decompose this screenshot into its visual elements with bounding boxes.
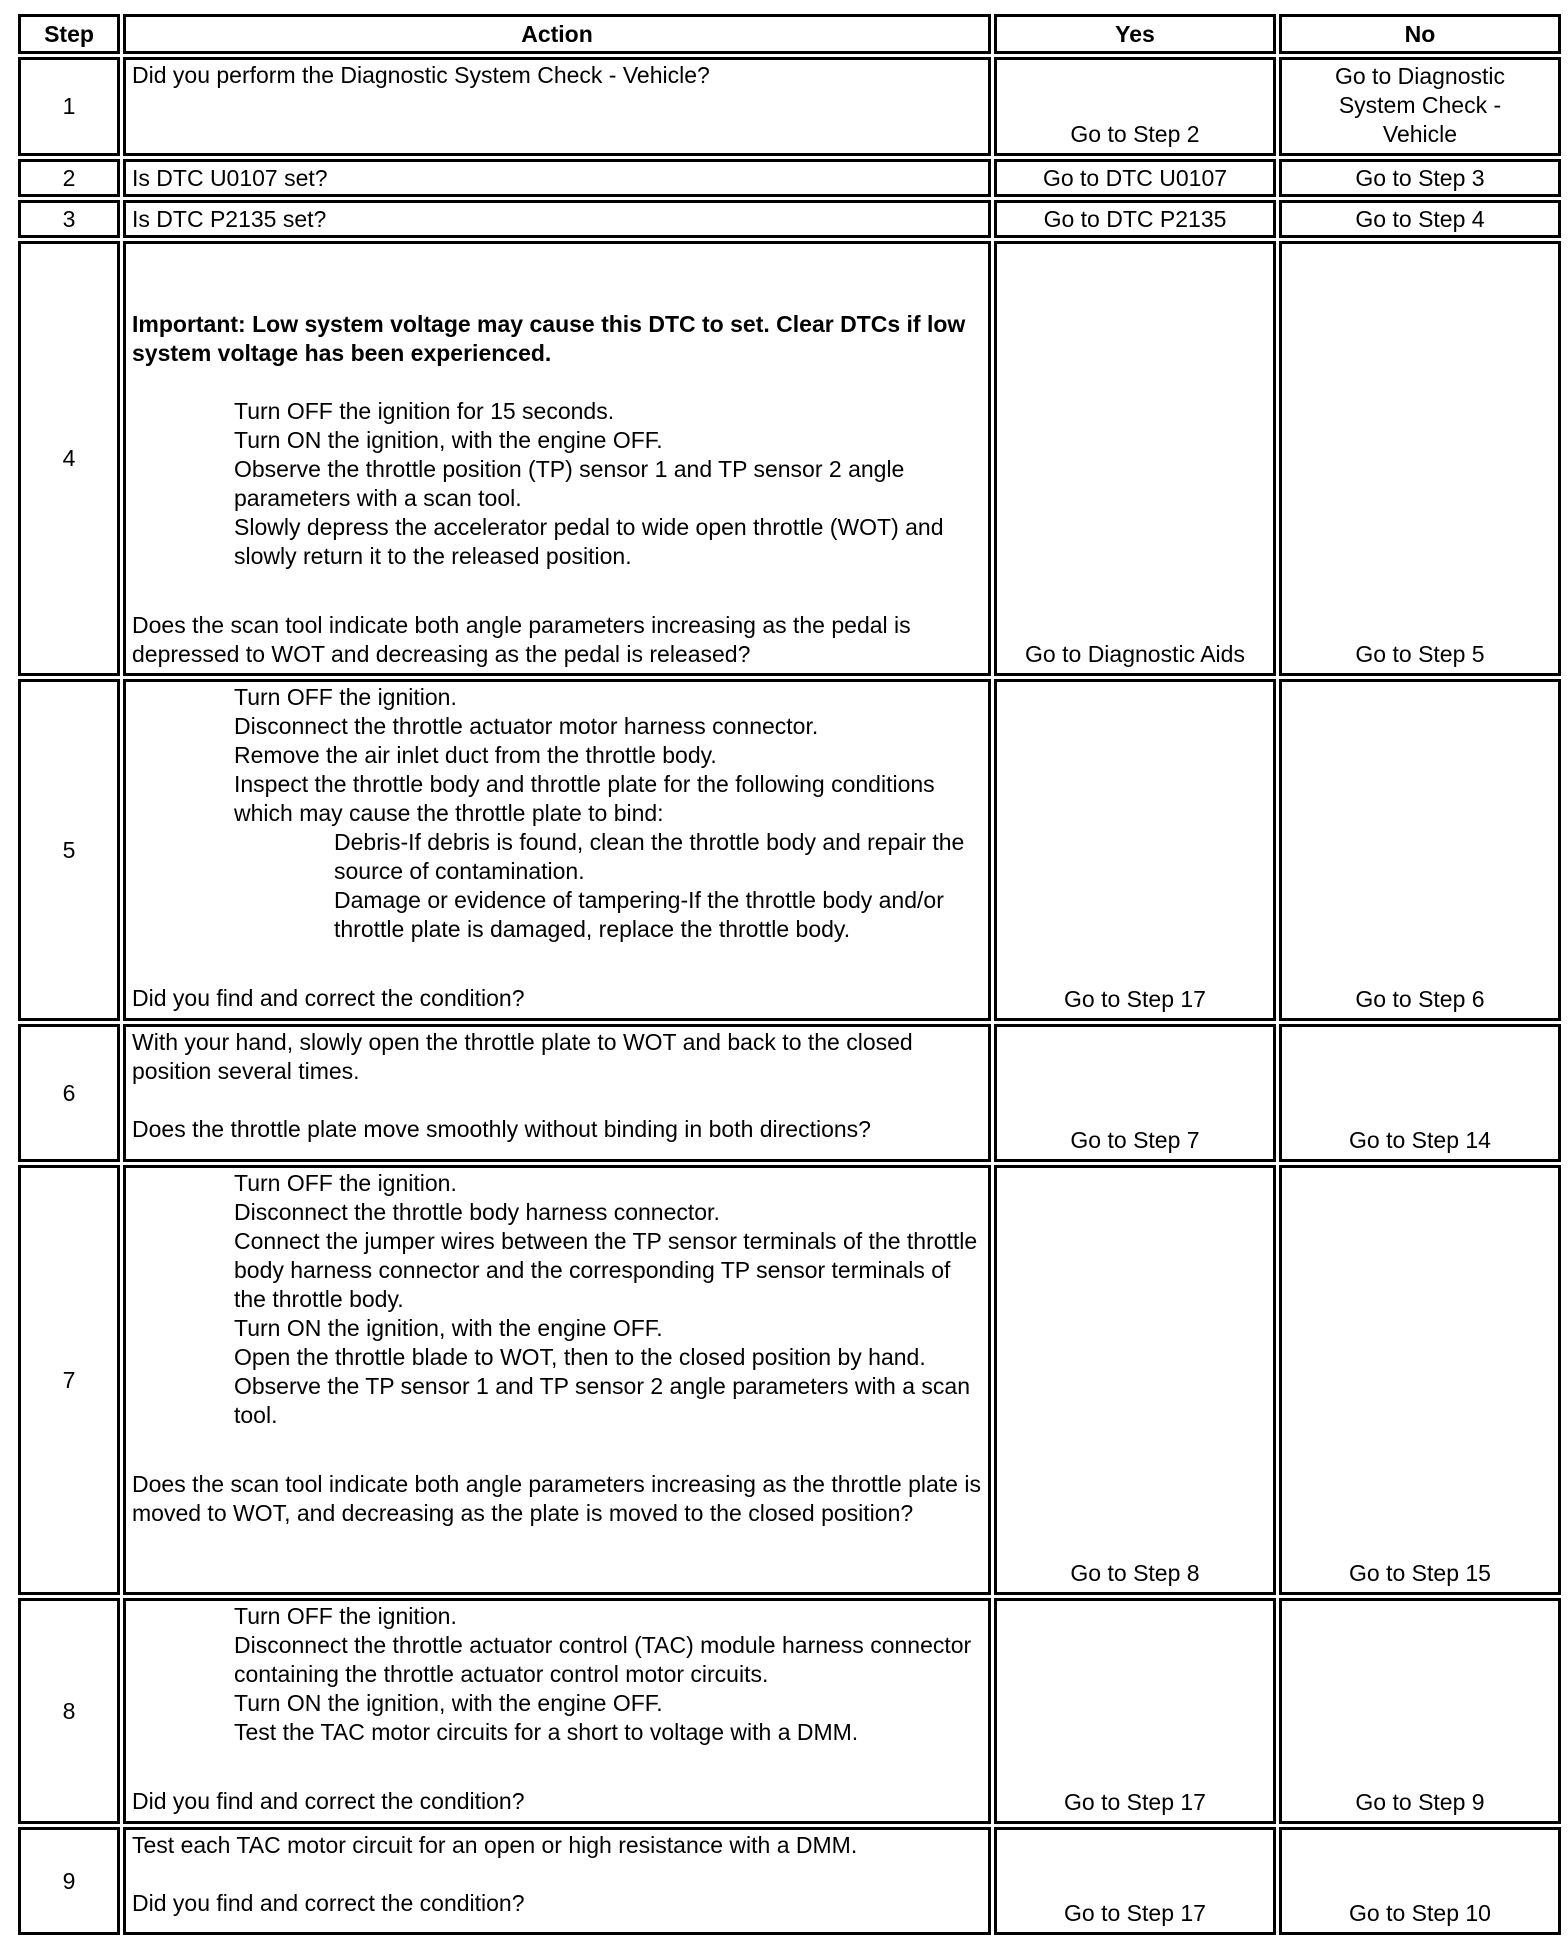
yes-cell: Go to Step 7 (994, 1024, 1276, 1162)
step-number: 4 (18, 241, 120, 676)
yes-cell: Go to DTC P2135 (994, 200, 1276, 238)
action-question: Does the scan tool indicate both angle parameters increasing as the throttle plate is moved to WOT, and decreasing as the plate is moved to the closed position? (132, 1471, 981, 1526)
step-number: 7 (18, 1165, 120, 1595)
action-text: Test each TAC motor circuit for an open or high resistance with a DMM. (132, 1832, 858, 1858)
action-question: Does the throttle plate move smoothly without binding in both directions? (132, 1116, 871, 1142)
step-number: 6 (18, 1024, 120, 1162)
yes-cell: Go to Step 8 (994, 1165, 1276, 1595)
yes-cell: Go to Step 17 (994, 1827, 1276, 1935)
step-number: 2 (18, 159, 120, 197)
action-cell (123, 1024, 991, 1162)
yes-cell: Go to Step 17 (994, 679, 1276, 1021)
no-cell: Go to Step 6 (1279, 679, 1561, 1021)
action-cell (123, 679, 991, 1021)
yes-cell: Go to DTC U0107 (994, 159, 1276, 197)
sub-instruction-item: Damage or evidence of tampering-If the throttle body and/or throttle plate is damaged, replace the throttle body. (334, 887, 944, 942)
action-question: Did you find and correct the condition? (132, 1788, 525, 1814)
action-cell (123, 1165, 991, 1595)
instruction-item: Turn ON the ignition, with the engine OFF. (234, 1690, 663, 1716)
action-question: Is DTC U0107 set? (132, 164, 328, 191)
instruction-item: Disconnect the throttle body harness connector. (234, 1199, 720, 1225)
action-cell (123, 159, 991, 197)
instruction-item: Open the throttle blade to WOT, then to the closed position by hand. (234, 1344, 926, 1370)
action-cell (123, 1598, 991, 1824)
instruction-item: Turn OFF the ignition for 15 seconds. (234, 398, 615, 424)
table-row (18, 679, 1561, 1021)
diagnostic-table (15, 11, 1564, 1938)
instruction-item: Turn OFF the ignition. (234, 684, 457, 710)
instruction-item: Connect the jumper wires between the TP sensor terminals of the throttle body harness connector and the corresponding TP sensor terminals of the throttle body. (234, 1228, 978, 1312)
header-action: Action (123, 14, 991, 54)
header-no: No (1279, 14, 1561, 54)
no-cell: Go to Step 15 (1279, 1165, 1561, 1595)
action-text: With your hand, slowly open the throttle plate to WOT and back to the closed position several times. (132, 1029, 913, 1084)
no-cell: Go to Step 4 (1279, 200, 1561, 238)
step-number: 9 (18, 1827, 120, 1935)
instruction-item: Observe the throttle position (TP) sensor 1 and TP sensor 2 angle parameters with a scan tool. (234, 456, 905, 511)
no-cell: Go to Diagnostic System Check - Vehicle (1279, 57, 1561, 156)
yes-cell: Go to Step 17 (994, 1598, 1276, 1824)
no-cell: Go to Step 14 (1279, 1024, 1561, 1162)
instruction-item: Observe the TP sensor 1 and TP sensor 2 angle parameters with a scan tool. (234, 1373, 970, 1428)
action-question: Is DTC P2135 set? (132, 205, 327, 232)
step-number: 1 (18, 57, 120, 156)
instruction-item: Slowly depress the accelerator pedal to wide open throttle (WOT) and slowly return it to the released position. (234, 514, 944, 569)
instruction-item: Turn OFF the ignition. (234, 1170, 457, 1196)
header-step: Step (18, 14, 120, 54)
instruction-item: Turn OFF the ignition. (234, 1603, 457, 1629)
yes-cell: Go to Diagnostic Aids (994, 241, 1276, 676)
step-number: 8 (18, 1598, 120, 1824)
instruction-item: Inspect the throttle body and throttle plate for the following conditions which may cause the throttle plate to bind: (234, 771, 935, 826)
yes-cell: Go to Step 2 (994, 57, 1276, 156)
instruction-item: Disconnect the throttle actuator control (TAC) module harness connector containing the throttle actuator control motor circuits. (234, 1632, 972, 1687)
instruction-item: Disconnect the throttle actuator motor harness connector. (234, 713, 819, 739)
action-question: Does the scan tool indicate both angle parameters increasing as the pedal is depressed to WOT and decreasing as the pedal is released? (132, 612, 911, 667)
action-cell (123, 200, 991, 238)
instruction-item: Test the TAC motor circuits for a short to voltage with a DMM. (234, 1719, 859, 1745)
table-row (18, 241, 1561, 676)
action-question: Did you find and correct the condition? (132, 985, 525, 1011)
instruction-item: Turn ON the ignition, with the engine OFF. (234, 1315, 663, 1341)
no-cell: Go to Step 3 (1279, 159, 1561, 197)
table-row (18, 57, 1561, 156)
action-question: Did you find and correct the condition? (132, 1890, 525, 1916)
sub-instruction-item: Debris-If debris is found, clean the throttle body and repair the source of contamination. (334, 829, 965, 884)
action-question: Did you perform the Diagnostic System Check - Vehicle? (132, 62, 710, 88)
step-number: 5 (18, 679, 120, 1021)
step-number: 3 (18, 200, 120, 238)
diagnostic-table-page (18, 14, 1552, 1935)
no-cell: Go to Step 10 (1279, 1827, 1561, 1935)
action-cell (123, 57, 991, 156)
table-row (18, 1024, 1561, 1162)
no-cell: Go to Step 5 (1279, 241, 1561, 676)
header-row (18, 14, 1561, 54)
no-cell: Go to Step 9 (1279, 1598, 1561, 1824)
instruction-item: Turn ON the ignition, with the engine OFF. (234, 427, 663, 453)
action-cell (123, 1827, 991, 1935)
table-row (18, 159, 1561, 197)
table-row (18, 1598, 1561, 1824)
action-cell (123, 241, 991, 676)
table-row (18, 200, 1561, 238)
header-yes: Yes (994, 14, 1276, 54)
instruction-item: Remove the air inlet duct from the throttle body. (234, 742, 717, 768)
table-row (18, 1165, 1561, 1595)
important-note: Important: Low system voltage may cause this DTC to set. Clear DTCs if low system voltage has been experienced. (132, 311, 966, 366)
table-row (18, 1827, 1561, 1935)
